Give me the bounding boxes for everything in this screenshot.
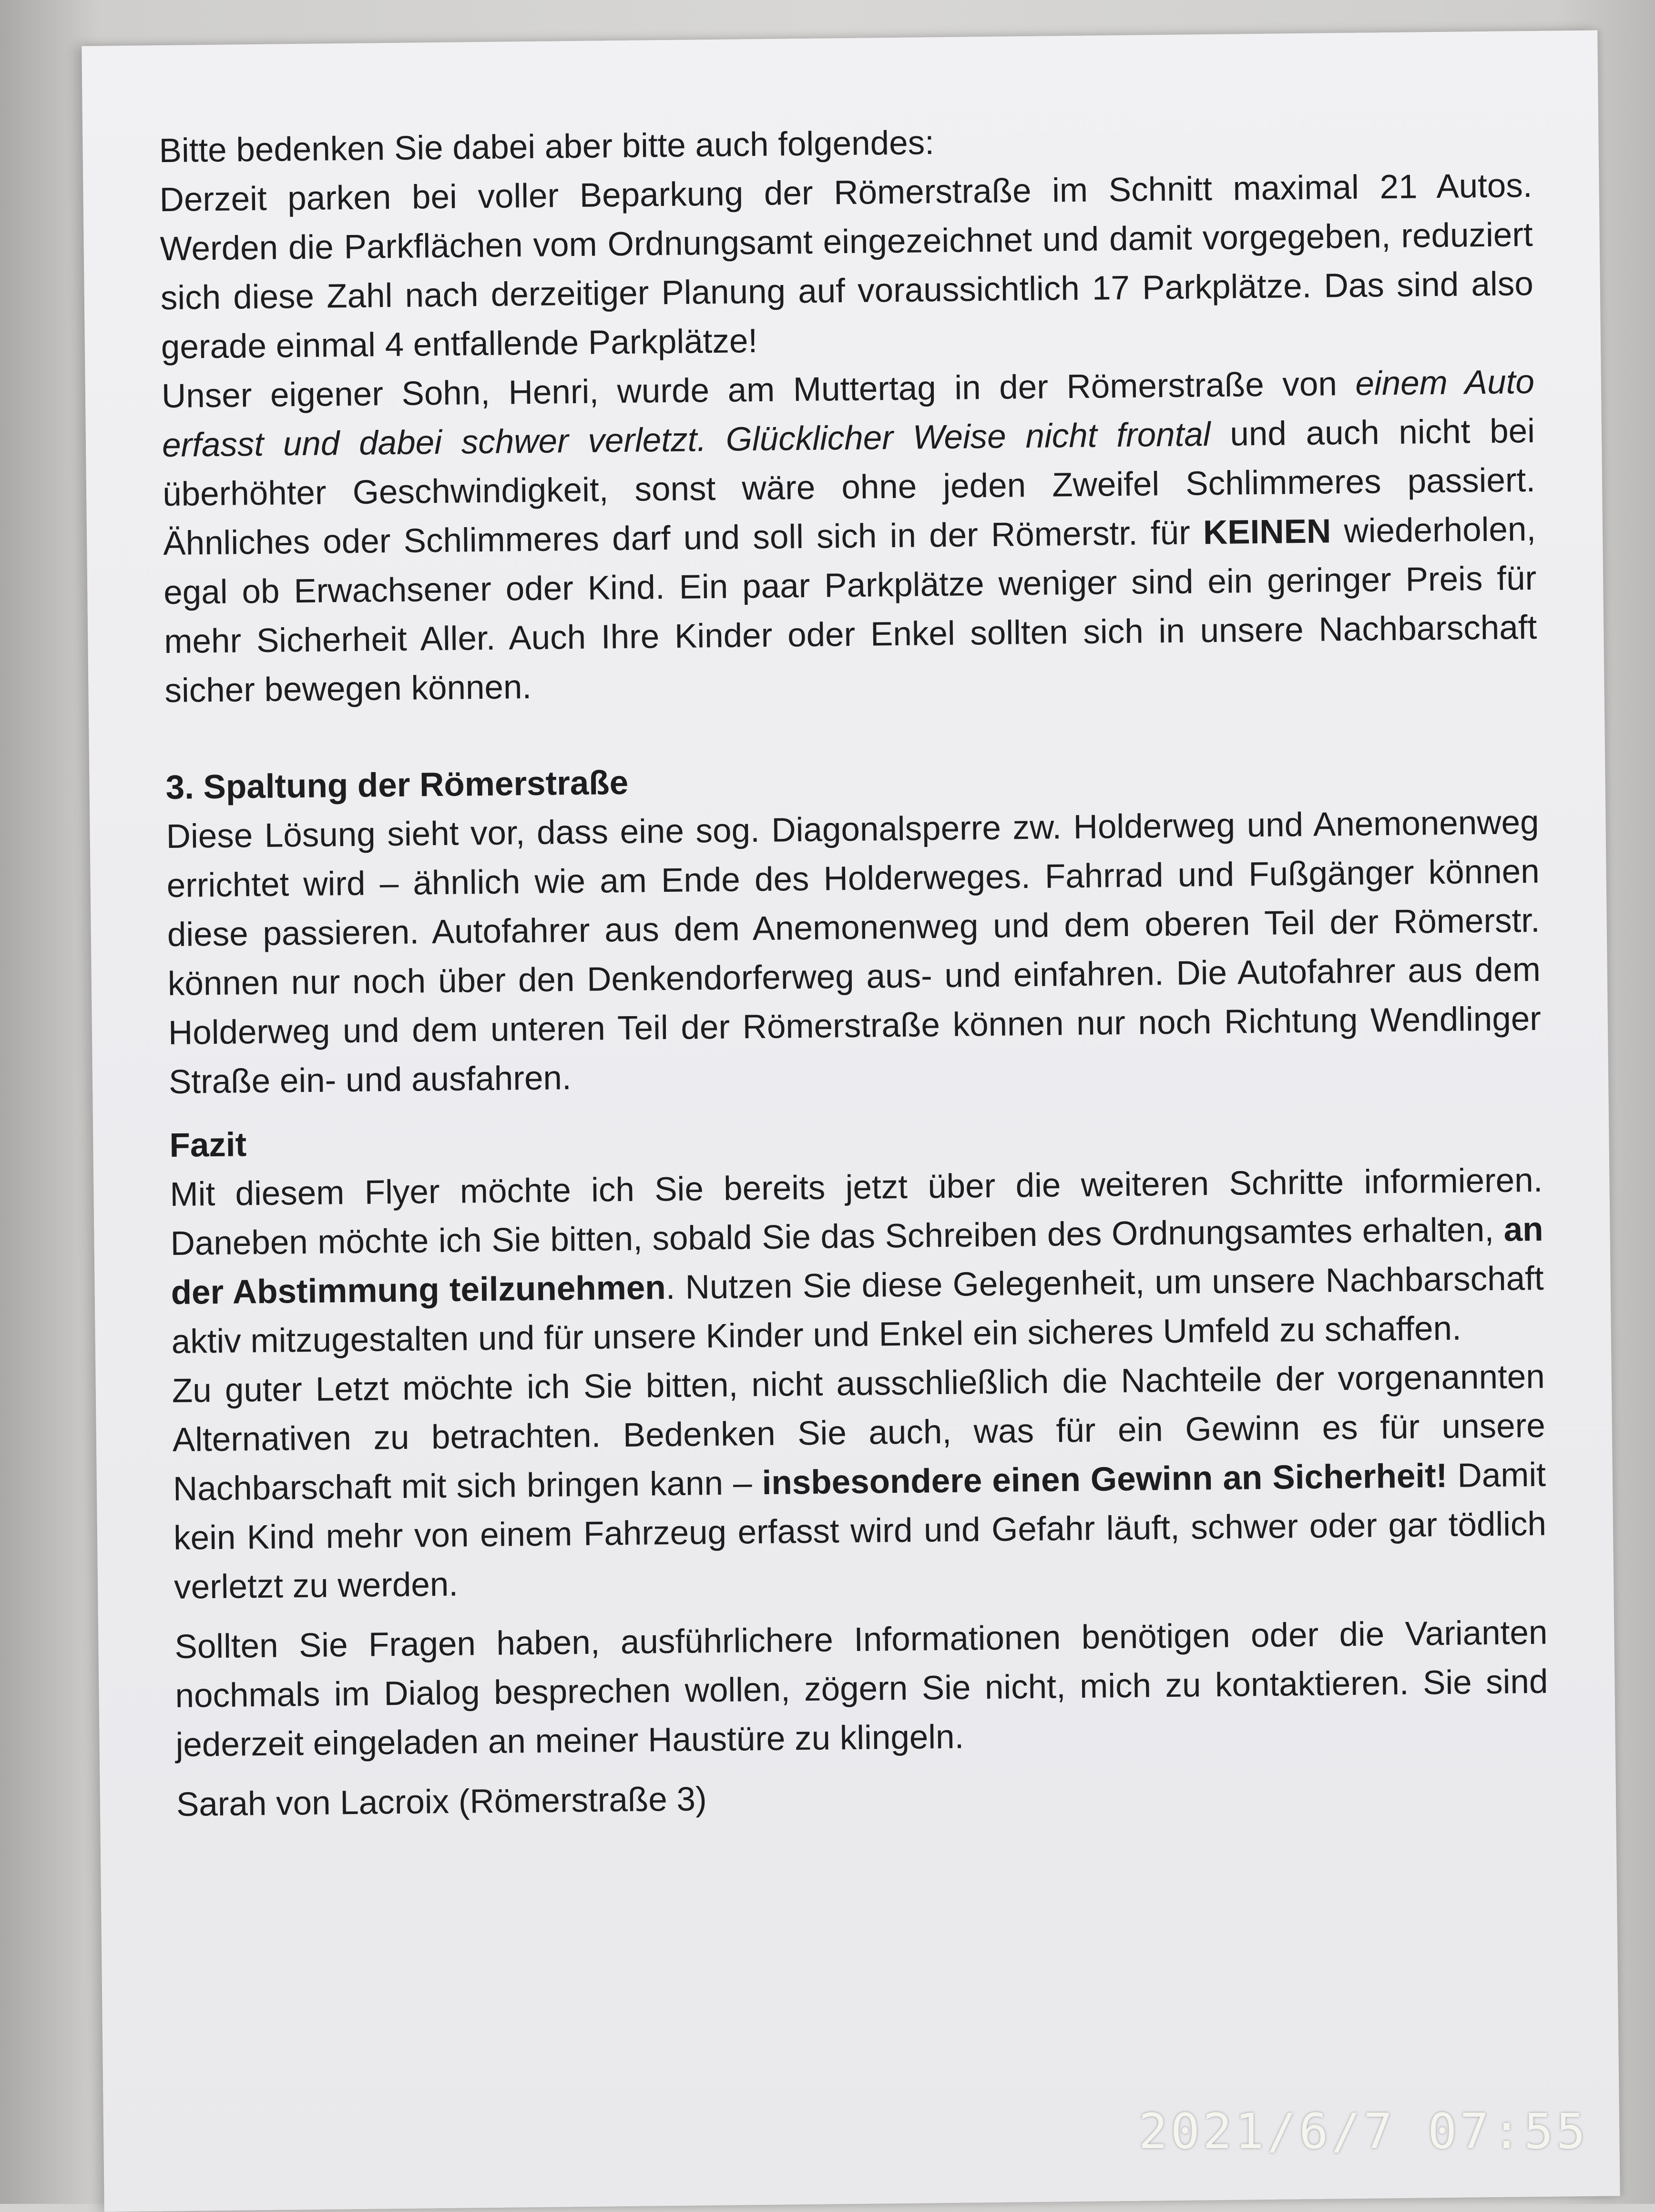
story-text-3: wiederholen, egal ob Erwachsener oder Kind. Ein paar Parkplätze weniger sind ein geringer Preis für mehr Sicherheit Aller. Auch Ihre Kinder oder Enkel sollten sich in unsere Nachbarschaft sicher bewegen können. [163,510,1537,710]
flyer-page [82,30,1620,2212]
fazit-bold-text-2: insbesondere einen Gewinn an Sicherheit! [762,1457,1448,1502]
section-3-heading: 3. Spaltung der Römerstraße [165,764,629,807]
fazit-text-2: . Nutzen Sie diese Gelegenheit, um unsere Nachbarschaft aktiv mitzugestalten und für unsere Kinder und Enkel ein sicheres Umfeld zu schaffen. [171,1259,1544,1361]
photo-timestamp: 2021/6/7 07:55 [1138,2103,1588,2160]
fazit-heading: Fazit [169,1126,247,1164]
fazit-bold-text-1: an der Abstimmung teilzunehmen [171,1210,1543,1312]
fazit-text-3: Zu guter Letzt möchte ich Sie bitten, nicht ausschließlich die Nachteile der vorgenannten Alternativen zu betrachten. Bedenken Sie auch, was für ein Gewinn es für unsere Nachbarschaft mit sich bringen kann – [172,1357,1546,1508]
story-italic-text: einem Auto erfasst und dabei schwer verletzt. Glücklicher Weise nicht frontal [162,363,1535,465]
signature: Sarah von Lacroix (Römerstraße 3) [176,1780,707,1824]
fazit-text-4: Damit kein Kind mehr von einem Fahrzeug erfasst wird und Gefahr läuft, schwer oder gar tödlich verletzt zu werden. [173,1456,1547,1606]
intro-parking-text: Derzeit parken bei voller Beparkung der Römerstraße im Schnitt maximal 21 Autos. Werden die Parkflächen vom Ordnungsamt eingezeichnet und damit vorgegeben, reduziert sich diese Zahl nach derzeitiger Planung auf voraussichtlich 17 Parkplätze. Das sind also gerade einmal 4 entfallende Parkplätze! [159,166,1534,367]
flyer-text [159,112,1549,1829]
intro-paragraph [159,112,1534,372]
story-paragraph [161,357,1537,715]
section-3-paragraph: Diese Lösung sieht vor, dass eine sog. Diagonalsperre zw. Holderweg und Anemonenweg errichtet wird – ähnlich wie am Ende des Holderweges. Fahrrad und Fußgänger können diese passieren. Autofahrer aus dem Anemonenweg und dem oberen Teil der Römerstr. können nur noch über den Denkendorferweg aus- und einfahren. Die Autofahrer aus dem Holderweg und dem unteren Teil der Römerstraße können nur noch Richtung Wendlinger Straße ein- und ausfahren. [166,803,1542,1101]
story-text-1: Unser eigener Sohn, Henri, wurde am Muttertag in der Römerstraße von [161,365,1356,416]
story-bold-text: KEINEN [1203,512,1331,552]
fazit-paragraph-2 [172,1352,1547,1612]
story-text-2: und auch nicht bei überhöhter Geschwindigkeit, sonst wäre ohne jeden Zweifel Schlimmeres passiert. Ähnliches oder Schlimmeres darf und soll sich in der Römerstr. für [162,412,1536,563]
contact-paragraph: Sollten Sie Fragen haben, ausführlichere Informationen benötigen oder die Varianten nochmals im Dialog besprechen wollen, zögern Sie nicht, mich zu kontaktieren. Sie sind jederzeit eingeladen an meiner Haustüre zu klingeln. [174,1613,1548,1764]
fazit-text-1: Mit diesem Flyer möchte ich Sie bereits jetzt über die weiteren Schritte informieren. Daneben möchte ich Sie bitten, sobald Sie das Schreiben des Ordnungsamtes erhalten, [170,1161,1543,1263]
intro-line-1: Bitte bedenken Sie dabei aber bitte auch folgendes: [159,124,935,170]
fazit-paragraph-1 [170,1156,1544,1366]
